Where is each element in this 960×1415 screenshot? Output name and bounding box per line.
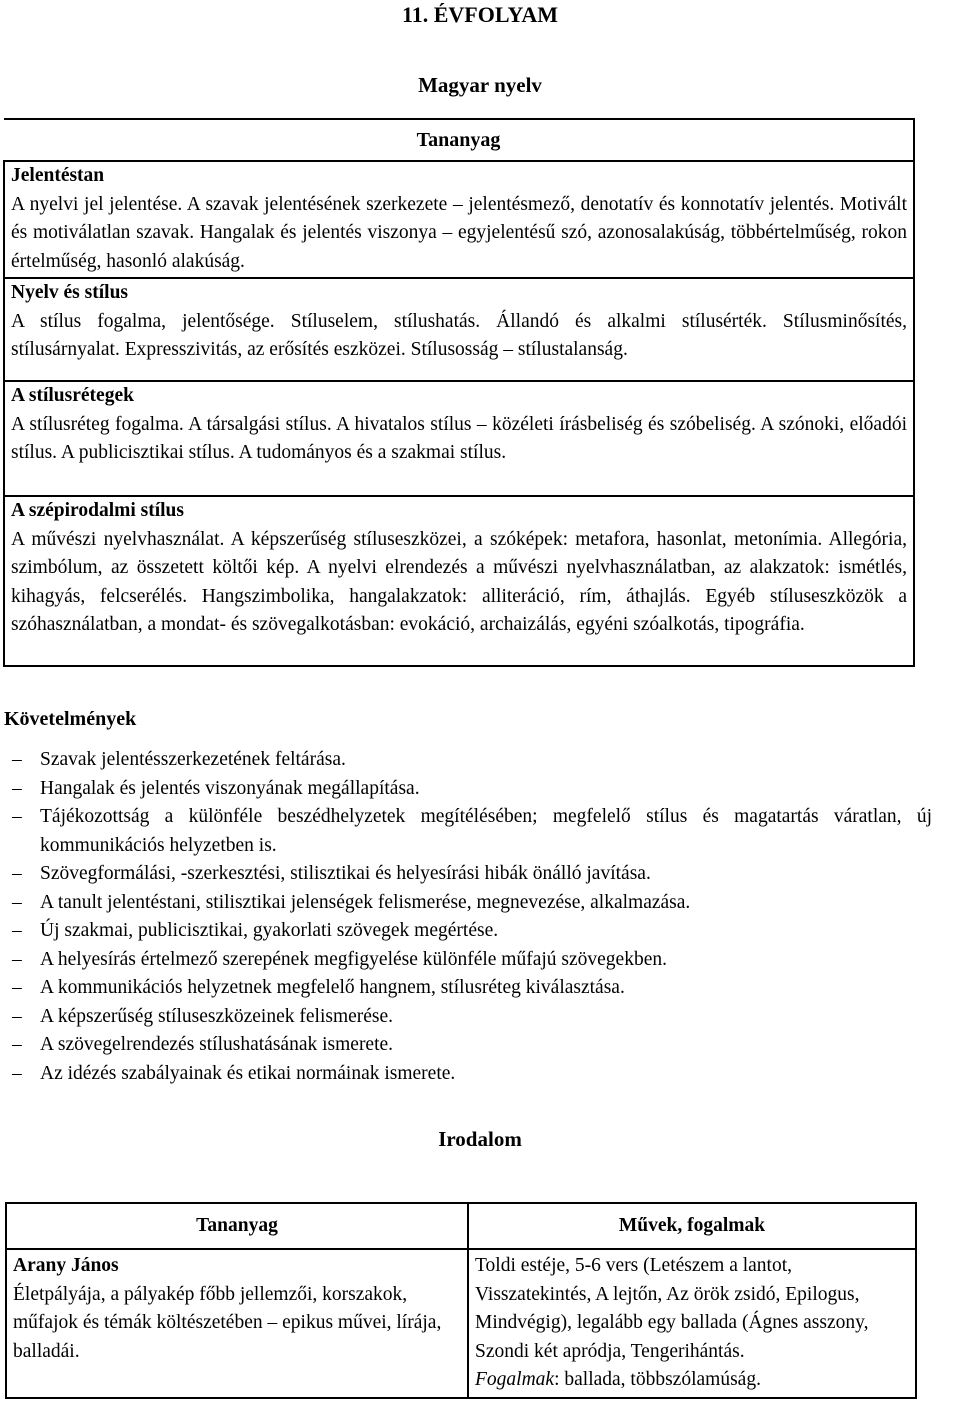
concepts-text: : ballada, többszólamúság. (554, 1369, 761, 1390)
list-item-text: Szavak jelentésszerkezetének feltárása. (40, 749, 346, 770)
dash-bullet: – (12, 891, 22, 913)
list-item (12, 803, 932, 860)
list-item-text: A kommunikációs helyzetnek megfelelő hangnem, stílusréteg kiválasztása. (40, 977, 625, 998)
section-cell-jelentestan (4, 161, 914, 278)
dash-bullet: – (12, 1005, 22, 1027)
literature-works-cell (468, 1249, 916, 1398)
literature-table (5, 1202, 917, 1399)
dash-bullet: – (12, 977, 22, 998)
section-text: A stílus fogalma, jelentősége. Stíluselem, stílushatás. Állandó és alkalmi stílusérték. Stílusminősítés, stílusárnyalat. Expresszivitás, az erősítés eszközei. Stílusosság – stílustalanság. (11, 310, 907, 360)
literature-title: Irodalom (438, 1127, 522, 1151)
requirements-list (12, 746, 932, 1088)
section-text: A nyelvi jel jelentése. A szavak jelentésének szerkezete – jelentésmező, denotatív és konnotatív jelentés. Motivált és motiválatlan szavak. Hangalak és jelentés viszonya – egyjelentésű szó, azonosalakúság, többértelműség, rokon értelműség, hasonló alakúság. (11, 193, 907, 272)
dash-bullet: – (12, 920, 22, 941)
tananyag-table-heading: Tananyag (4, 119, 914, 161)
section-text: A művészi nyelvhasználat. A képszerűség stíluseszközei, a szóképek: metafora, hasonlat, metonímia. Allegória, szimbólum, az összetett költői kép. A nyelvi elrendezés a művészi nyelvhasználatban, az alakzatok: ismétlés, kihagyás, felcserélés. Hangszimbolika, hangalakzatok: alliteráció, rím, áthajlás. Egyéb stíluseszközök a szóhasználatban, a mondat- és szövegalkotásban: evokáció, archaizálás, egyéni szóalkotás, tipográfia. (11, 528, 907, 635)
list-item (12, 746, 932, 775)
list-item (12, 1060, 932, 1089)
list-item (12, 974, 932, 1003)
list-item (12, 917, 932, 946)
works-text: Toldi estéje, 5-6 vers (Letészem a lantot, Visszatekintés, A lejtőn, Az örök zsidó, Epilogus, Mindvégig), legalább egy ballada (Ágnes asszony, Szondi két apródja, Tengerihántás. (475, 1255, 869, 1362)
list-item-text: Hangalak és jelentés viszonyának megállapítása. (40, 777, 420, 799)
list-item-text: A képszerűség stíluseszközeinek felismerése. (40, 1005, 394, 1027)
author-name: Arany János (13, 1255, 119, 1276)
literature-col-heading-tananyag: Tananyag (6, 1203, 468, 1249)
section-cell-szepirodalmi-stilus (4, 496, 914, 666)
list-item-text: A helyesírás értelmező szerepének megfigyelése különféle műfajú szövegekben. (40, 948, 667, 970)
dash-bullet: – (12, 863, 22, 884)
subject-title: Magyar nyelv (418, 73, 542, 97)
section-title: Jelentéstan (11, 165, 105, 186)
list-item (12, 946, 932, 975)
list-item-text: A szövegelrendezés stílushatásának ismerete. (40, 1034, 394, 1055)
section-text: A stílusréteg fogalma. A társalgási stílus. A hivatalos stílus – közéleti írásbeliség és szóbeliség. A szónoki, előadói stílus. A publicisztikai stílus. A tudományos és a szakmai stílus. (11, 413, 907, 463)
list-item (12, 860, 932, 889)
list-item-text: Az idézés szabályainak és etikai normáinak ismerete. (40, 1062, 456, 1084)
list-item (12, 775, 932, 804)
dash-bullet: – (12, 1062, 22, 1084)
section-cell-nyelv-es-stilus (4, 278, 914, 381)
dash-bullet: – (12, 806, 22, 827)
section-title: A szépirodalmi stílus (11, 500, 184, 521)
list-item-text: Új szakmai, publicisztikai, gyakorlati szövegek megértése. (40, 920, 499, 941)
author-topic-text: Életpályája, a pályakép főbb jellemzői, korszakok, műfajok és témák költészetében – epikus művei, lírája, balladái. (13, 1283, 442, 1362)
section-title: A stílusrétegek (11, 385, 134, 406)
list-item (12, 889, 932, 918)
dash-bullet: – (12, 1034, 22, 1055)
dash-bullet: – (12, 948, 22, 970)
list-item-text: Tájékozottság a különféle beszédhelyzetek megítélésében; megfelelő stílus és magatartás váratlan, új kommunikációs helyzetben is. (40, 806, 932, 856)
section-title: Nyelv és stílus (11, 282, 128, 303)
dash-bullet: – (12, 749, 22, 770)
section-cell-stilusretegek (4, 381, 914, 496)
concepts-label: Fogalmak (475, 1369, 555, 1390)
list-item (12, 1003, 932, 1032)
literature-topic-cell (6, 1249, 468, 1398)
dash-bullet: – (12, 777, 22, 799)
literature-col-heading-muvek: Művek, fogalmak (468, 1203, 916, 1249)
list-item (12, 1031, 932, 1060)
tananyag-table (3, 118, 915, 667)
requirements-title: Követelmények (4, 708, 137, 730)
list-item-text: Szövegformálási, -szerkesztési, stilisztikai és helyesírási hibák önálló javítása. (40, 863, 651, 884)
page-title: 11. ÉVFOLYAM (401, 2, 559, 27)
list-item-text: A tanult jelentéstani, stilisztikai jelenségek felismerése, megnevezése, alkalmazása. (40, 891, 691, 913)
